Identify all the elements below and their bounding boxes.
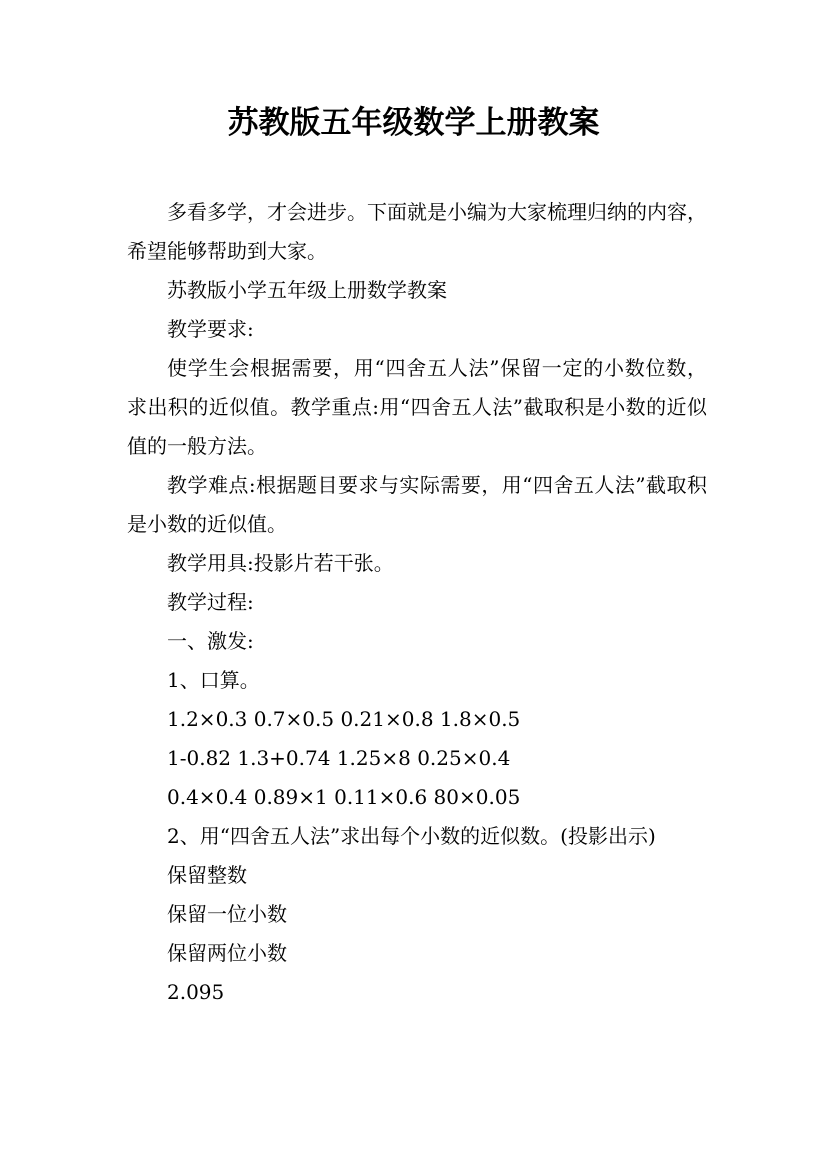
calc-row-2: 1-0.82 1.3+0.74 1.25×8 0.25×0.4: [167, 746, 511, 770]
keep-two-decimals-item: 保留两位小数: [167, 941, 287, 965]
document-body: [127, 193, 707, 1012]
keep-one-decimal-item: 保留一位小数: [167, 902, 287, 926]
keep-integer-item: 保留整数: [167, 863, 247, 887]
calc-row-1: 1.2×0.3 0.7×0.5 0.21×0.8 1.8×0.5: [167, 707, 521, 731]
intro-paragraph: 多看多学，才会进步。下面就是小编为大家梳理归纳的内容，希望能够帮助到大家。: [127, 200, 707, 263]
teaching-process-label: 教学过程:: [167, 590, 254, 614]
teaching-tools-text: 教学用具:投影片若干张。: [167, 551, 394, 575]
calc-row-3: 0.4×0.4 0.89×1 0.11×0.6 80×0.05: [167, 785, 521, 809]
oral-calculation-heading: 1、口算。: [167, 668, 260, 692]
teaching-requirements-text: 使学生会根据需要，用“四舍五人法”保留一定的小数位数，求出积的近似值。教学重点:用“四舍五人法”截取积是小数的近似值的一般方法。: [127, 356, 707, 458]
section-one-heading: 一、激发:: [167, 629, 254, 653]
teaching-requirements-label: 教学要求:: [167, 317, 254, 341]
example-number: 2.095: [167, 980, 225, 1004]
rounding-exercise-heading: 2、用“四舍五人法”求出每个小数的近似数。(投影出示): [167, 824, 656, 848]
teaching-difficulty-text: 教学难点:根据题目要求与实际需要，用“四舍五人法”截取积是小数的近似值。: [127, 473, 707, 536]
lesson-heading: 苏教版小学五年级上册数学教案: [167, 278, 447, 302]
document-title: 苏教版五年级数学上册教案: [227, 105, 600, 141]
